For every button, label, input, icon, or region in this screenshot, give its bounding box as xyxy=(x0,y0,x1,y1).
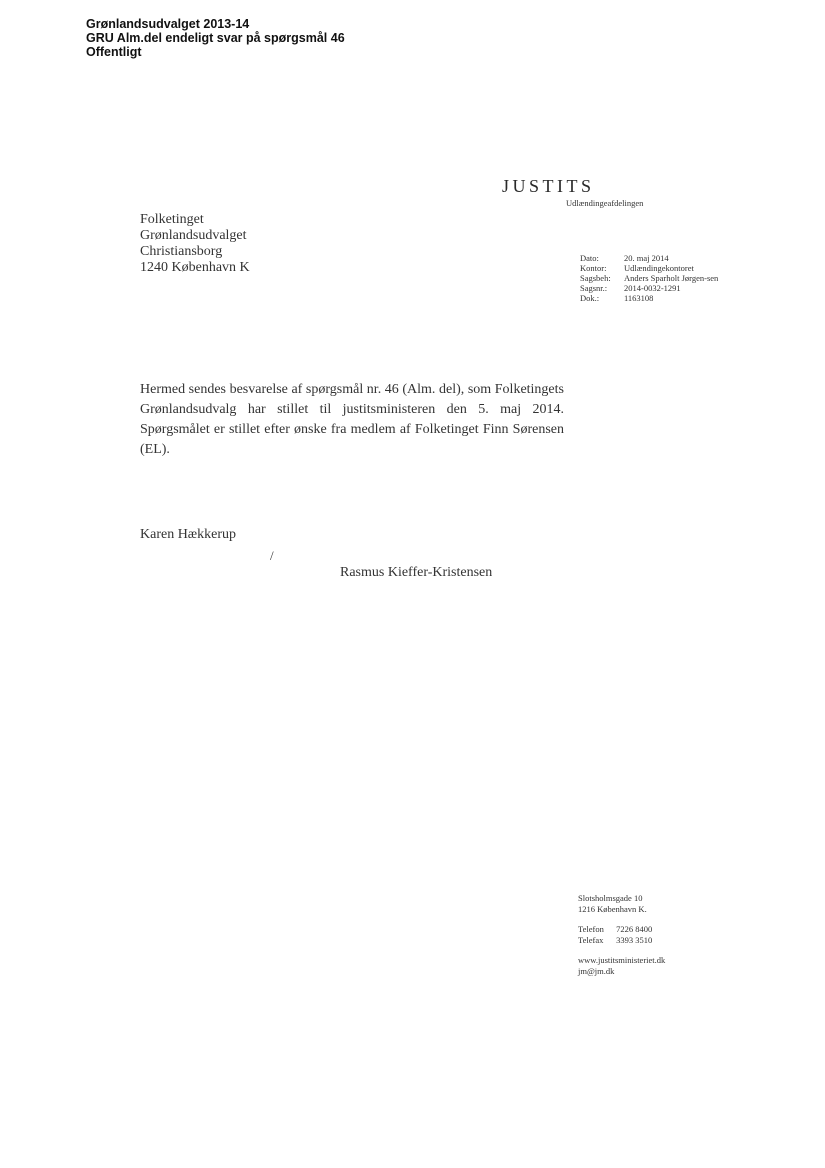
fax-label: Telefax xyxy=(578,934,604,945)
website: www.justitsministeriet.dk xyxy=(578,955,666,965)
meta-label: Dato: xyxy=(580,253,599,263)
meta-label: Kontor: xyxy=(580,263,607,273)
stamp-committee: Grønlandsudvalget 2013-14 xyxy=(86,17,250,31)
meta-row xyxy=(580,273,724,283)
ministry-contact xyxy=(578,893,665,986)
online-contact xyxy=(578,955,665,976)
document-stamp xyxy=(86,17,345,59)
recipient-address xyxy=(140,212,250,276)
phone-label: Telefon xyxy=(578,924,604,934)
meta-value: 1163108 xyxy=(624,293,654,303)
meta-label: Dok.: xyxy=(580,293,600,303)
letter-body: Hermed sendes besvarelse af spørgsmål nr. 46 (Alm. del), som Folketingets Grønlandsudvalg har stillet til justitsministeren den 5. maj 2014. Spørgsmålet er stillet efter ønske fra medlem af Folketinget Finn Sørensen (EL). xyxy=(140,382,564,457)
meta-value: Udlændingekontoret xyxy=(624,263,694,273)
stamp-status: Offentligt xyxy=(86,45,142,59)
signature-separator: / xyxy=(270,548,274,563)
postal-address xyxy=(578,893,665,914)
email: jm@jm.dk xyxy=(578,965,615,976)
meta-value: 20. maj 2014 xyxy=(624,253,669,263)
minister-signature: Karen Hækkerup xyxy=(140,527,237,542)
recipient-line: Folketinget xyxy=(140,212,204,227)
phone-numbers xyxy=(578,924,665,945)
city-address: 1216 København K. xyxy=(578,903,647,914)
phone-line xyxy=(578,924,665,935)
fax-number: 3393 3510 xyxy=(616,934,653,945)
meta-row xyxy=(580,293,724,303)
recipient-line: Grønlandsudvalget xyxy=(140,228,247,243)
official-signature: Rasmus Kieffer-Kristensen xyxy=(340,565,493,580)
ministry-logo: JUSTITS xyxy=(502,176,595,196)
meta-label: Sagsbeh: xyxy=(580,273,611,283)
meta-row xyxy=(580,263,724,273)
meta-value: 2014-0032-1291 xyxy=(624,283,681,293)
meta-row xyxy=(580,283,724,293)
recipient-line: 1240 København K xyxy=(140,260,250,275)
stamp-reference: GRU Alm.del endeligt svar på spørgsmål 46 xyxy=(86,31,345,45)
department-name: Udlændingeafdelingen xyxy=(566,198,644,208)
recipient-line: Christiansborg xyxy=(140,244,223,259)
meta-value: Anders Sparholt Jørgen-sen xyxy=(624,273,719,283)
meta-row xyxy=(580,253,724,263)
meta-label: Sagsnr.: xyxy=(580,283,608,293)
street-address: Slotsholmsgade 10 xyxy=(578,893,643,903)
phone-number: 7226 8400 xyxy=(616,924,653,934)
fax-line xyxy=(578,935,665,946)
case-metadata xyxy=(580,253,724,303)
